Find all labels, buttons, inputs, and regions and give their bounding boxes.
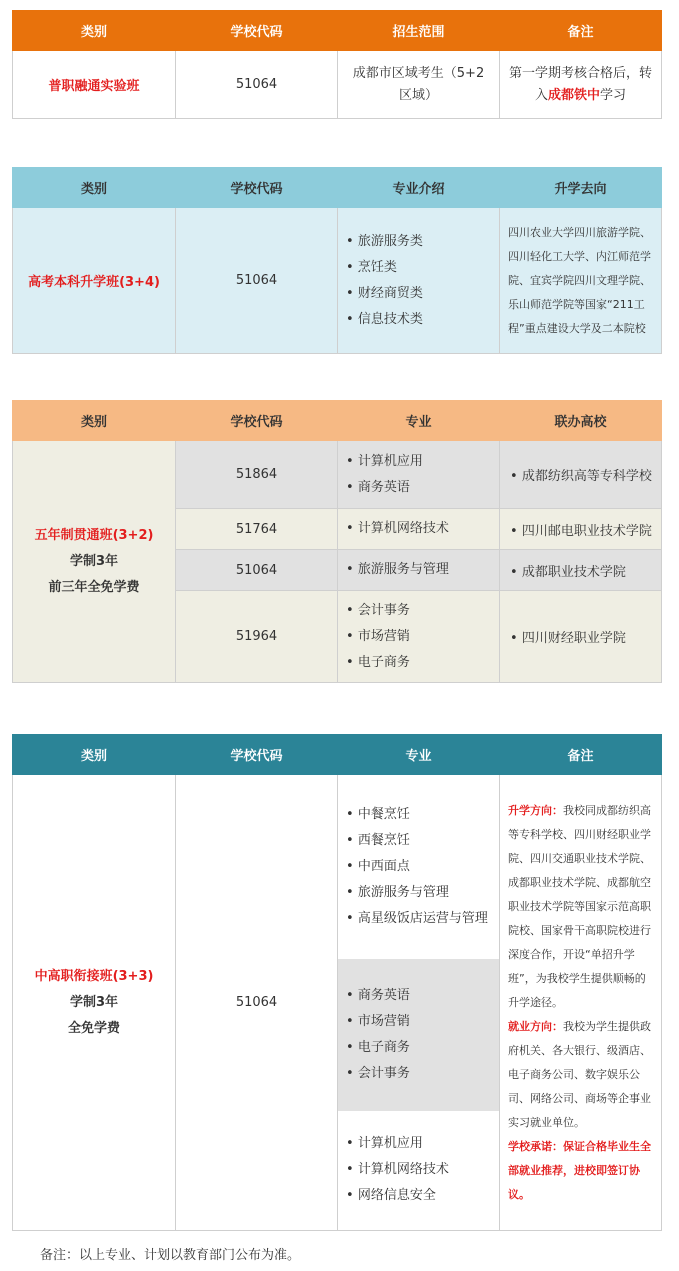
major-list (338, 449, 499, 501)
header-major: 专业 (338, 735, 500, 775)
header-category: 类别 (13, 168, 176, 208)
note-suffix: 学习 (600, 87, 627, 103)
list-item: • 商务英语 (346, 983, 499, 1009)
major-list (338, 598, 499, 676)
code-cell: 51764 (176, 509, 338, 550)
major-list (338, 229, 499, 333)
category-cell: 普职融通实验班 (13, 51, 176, 119)
category-fee: 前三年全免学费 (48, 579, 140, 595)
code-cell: 51864 (176, 441, 338, 509)
college-cell: • 成都纺织高等专科学校 (500, 441, 662, 509)
list-item: • 网络信息安全 (346, 1183, 499, 1209)
college-name: 成都职业技术学院 (521, 564, 626, 580)
majors-cell (338, 775, 500, 959)
list-item: • 高星级饭店运营与管理 (346, 906, 499, 932)
college-cell: • 四川邮电职业技术学院 (500, 509, 662, 550)
list-item: • 计算机网络技术 (346, 516, 499, 542)
majors-cell (338, 441, 500, 509)
note-prefix: 第一学期考核合格后，转入 (508, 65, 652, 103)
header-major: 专业 (338, 401, 500, 441)
list-item: • 信息技术类 (346, 307, 499, 333)
category-cell (13, 775, 176, 1231)
header-school-code: 学校代码 (176, 735, 338, 775)
table-header-row (13, 168, 662, 208)
list-item: • 会计事务 (346, 1061, 499, 1087)
majors-cell (338, 550, 500, 591)
list-item: • 旅游服务与管理 (346, 880, 499, 906)
header-destination: 升学去向 (500, 168, 662, 208)
remark-text-study: 我校同成都纺织高等专科学校、四川财经职业学院、四川交通职业技术学院、成都职业技术学院、成都航空职业技术学院等国家示范高职院校、国家骨干高职院校进行深度合作，开设“单招升学班”，为我校学生提供顺畅的升学途径。 (508, 803, 651, 1009)
list-item: • 市场营销 (346, 624, 499, 650)
footnote: 备注：以上专业、计划以教育部门公布为准。 (40, 1248, 301, 1263)
code-cell: 51064 (176, 51, 338, 119)
college-name: 成都纺织高等专科学校 (521, 469, 652, 484)
destination-cell: 四川农业大学四川旅游学院、四川轻化工大学、内江师范学院、宜宾学院四川文理学院、乐山师范学院等国家“211工程”重点建设大学及二本院校 (500, 208, 662, 354)
scope-cell: 成都市区域考生（5+2区域） (338, 51, 500, 119)
table-header-row (13, 401, 662, 441)
remarks-cell (500, 775, 662, 1231)
list-item: • 旅游服务类 (346, 229, 499, 255)
list-item: • 中餐烹饪 (346, 802, 499, 828)
list-item: • 中西面点 (346, 854, 499, 880)
table-row (13, 441, 662, 509)
list-item: • 计算机网络技术 (346, 1157, 499, 1183)
header-major-intro: 专业介绍 (338, 168, 500, 208)
category-fee: 全免学费 (67, 1020, 120, 1036)
code-cell: 51064 (176, 208, 338, 354)
list-item: • 计算机应用 (346, 1131, 499, 1157)
table-header-row (13, 735, 662, 775)
remark-text-employment: 我校为学生提供政府机关、各大银行、级酒店、电子商务公司、数字娱乐公司、网络公司、商场等企事业实习就业单位。 (508, 1019, 651, 1129)
list-item: • 计算机应用 (346, 449, 499, 475)
college-name: 四川财经职业学院 (521, 631, 626, 646)
majors-cell (338, 208, 500, 354)
header-scope: 招生范围 (338, 11, 500, 51)
category-duration: 学制3年 (69, 994, 119, 1010)
majors-cell (338, 509, 500, 550)
table-row (13, 208, 662, 354)
general-vocational-table (12, 10, 662, 119)
major-list (338, 802, 499, 932)
table-row (13, 775, 662, 959)
major-list (338, 1131, 499, 1209)
list-item: • 西餐烹饪 (346, 828, 499, 854)
header-school-code: 学校代码 (176, 401, 338, 441)
category-duration: 学制3年 (69, 553, 119, 569)
list-item: • 电子商务 (346, 1035, 499, 1061)
header-category: 类别 (13, 735, 176, 775)
category-title: 五年制贯通班(3+2) (34, 527, 154, 543)
note-cell (500, 51, 662, 119)
major-list (338, 557, 499, 583)
college-cell: • 四川财经职业学院 (500, 591, 662, 683)
five-year-table (12, 400, 662, 683)
list-item: • 烹饪类 (346, 255, 499, 281)
header-note: 备注 (500, 11, 662, 51)
table-header-row (13, 11, 662, 51)
list-item: • 电子商务 (346, 650, 499, 676)
code-cell: 51064 (176, 775, 338, 1231)
code-cell: 51064 (176, 550, 338, 591)
list-item: • 旅游服务与管理 (346, 557, 499, 583)
header-category: 类别 (13, 11, 176, 51)
category-cell: 高考本科升学班(3+4) (13, 208, 176, 354)
majors-cell (338, 1111, 500, 1231)
list-item: • 商务英语 (346, 475, 499, 501)
list-item: • 市场营销 (346, 1009, 499, 1035)
list-item: • 财经商贸类 (346, 281, 499, 307)
note-highlight: 成都铁中 (547, 87, 600, 103)
majors-cell (338, 959, 500, 1111)
header-category: 类别 (13, 401, 176, 441)
table-row (13, 51, 662, 119)
code-cell: 51964 (176, 591, 338, 683)
secondary-higher-table (12, 734, 662, 1231)
list-item: • 会计事务 (346, 598, 499, 624)
category-title: 中高职衔接班(3+3) (34, 968, 154, 984)
major-list (338, 516, 499, 542)
category-cell (13, 441, 176, 683)
header-partner-college: 联办高校 (500, 401, 662, 441)
bachelor-track-table (12, 167, 662, 354)
header-school-code: 学校代码 (176, 11, 338, 51)
header-school-code: 学校代码 (176, 168, 338, 208)
remark-label-employment: 就业方向： (508, 1019, 563, 1033)
remark-label-study: 升学方向： (508, 803, 563, 817)
college-name: 四川邮电职业技术学院 (521, 523, 652, 539)
college-cell: • 成都职业技术学院 (500, 550, 662, 591)
major-list (338, 983, 499, 1087)
remark-promise: 学校承诺：保证合格毕业生全部就业推荐，进校即签订协议。 (508, 1139, 651, 1201)
header-note: 备注 (500, 735, 662, 775)
majors-cell (338, 591, 500, 683)
